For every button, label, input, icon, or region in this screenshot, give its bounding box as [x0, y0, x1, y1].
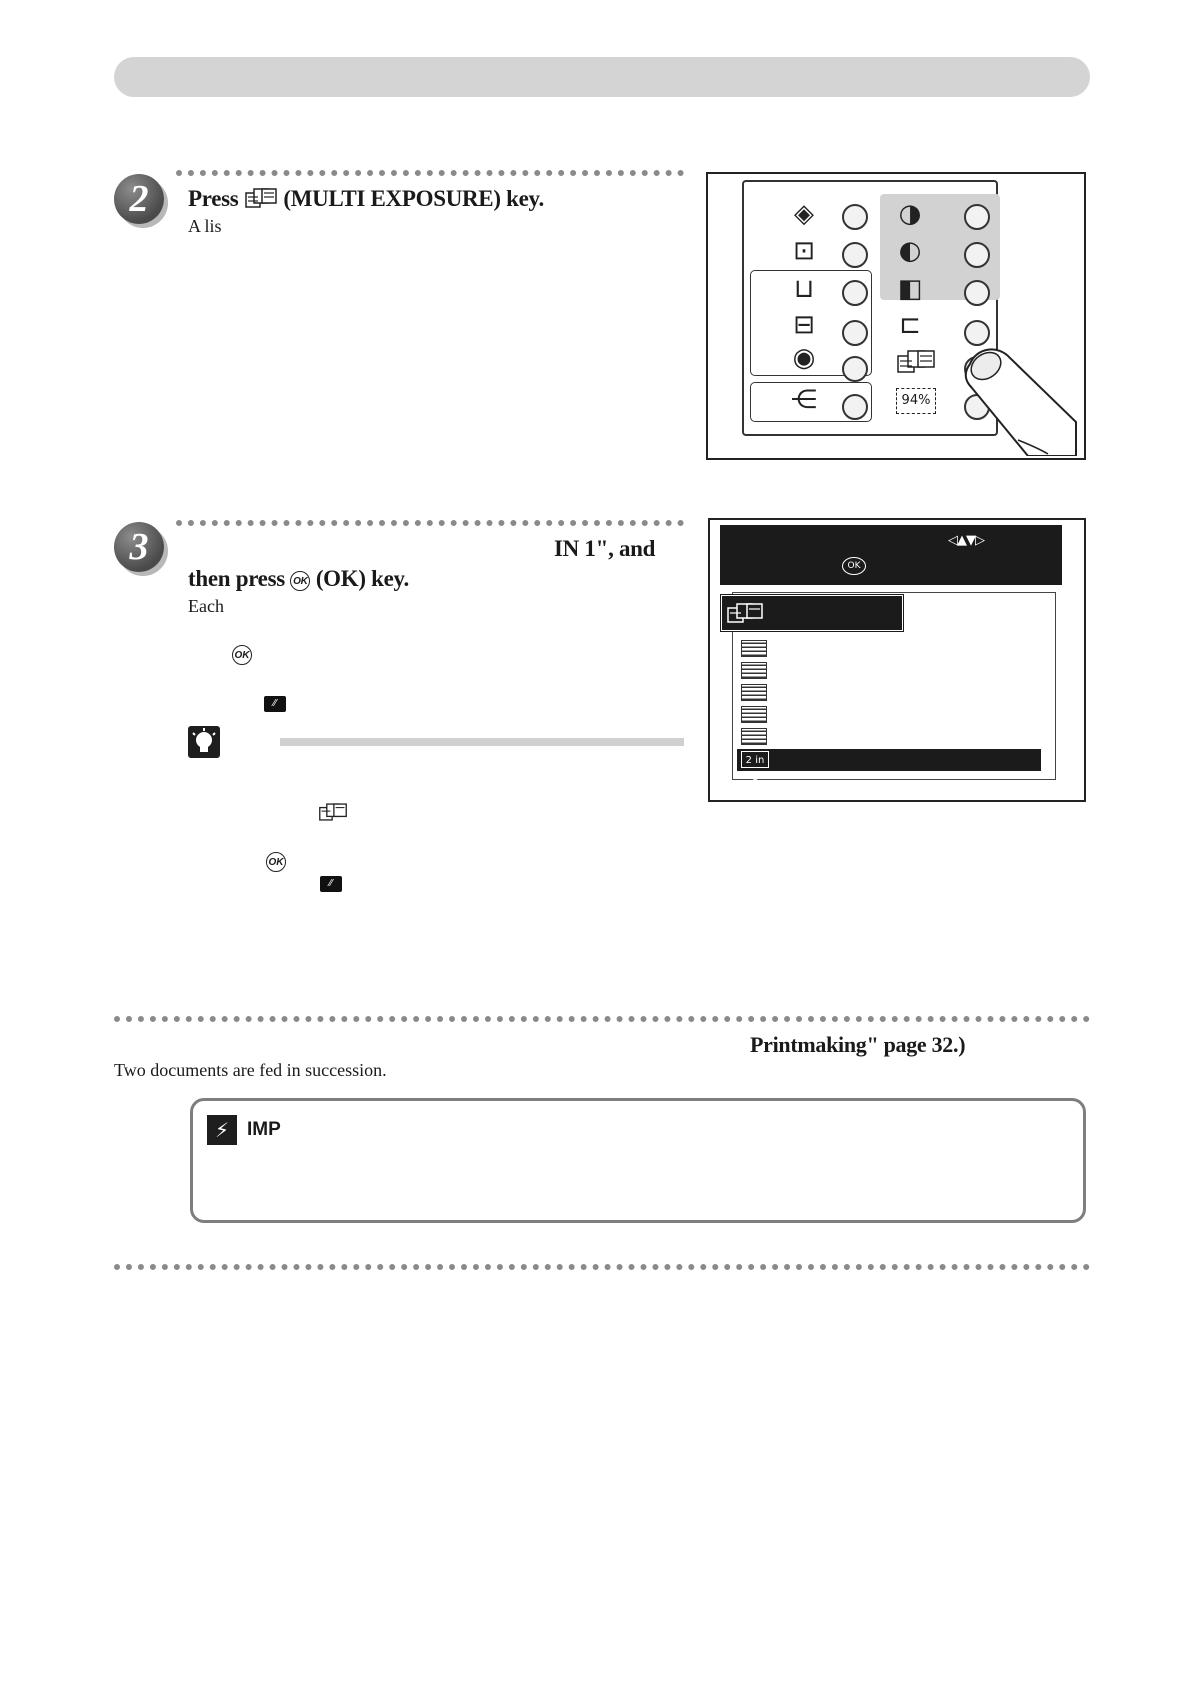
- note-text: Two documents are fed in succession.: [114, 1060, 387, 1080]
- step2-body: A lis: [188, 216, 222, 236]
- lcd-screen-figure: [708, 518, 1086, 802]
- important-label: IMP: [247, 1119, 281, 1140]
- setting-icon: ⊟: [793, 310, 815, 340]
- layout-3-icon: [741, 684, 767, 701]
- feed-icon: ⋲: [791, 385, 817, 415]
- contrast-icon: ◑: [898, 199, 922, 229]
- lcd-header: [720, 525, 1062, 585]
- step3-badge: 3: [114, 522, 164, 572]
- note-dotted-rule-top: [114, 1016, 1090, 1022]
- layout-2-icon: [741, 662, 767, 679]
- panel-key-l6[interactable]: [842, 394, 868, 420]
- important-box: [190, 1098, 1086, 1223]
- photo-mode-icon: ◐: [898, 236, 922, 266]
- panel-key-l4[interactable]: [842, 320, 868, 346]
- ok-key-icon: OK: [842, 557, 866, 575]
- lock-icon: ⊡: [793, 236, 815, 266]
- hint-divider: [280, 738, 684, 746]
- step3-heading-prefix: then press: [188, 566, 285, 591]
- panel-key-l3[interactable]: [842, 280, 868, 306]
- note-dotted-rule-bottom: [114, 1264, 1090, 1270]
- multi-exposure-icon: [244, 187, 278, 215]
- lcd-function-tab: [721, 595, 903, 631]
- reset-key-icon: ⁄⁄: [320, 876, 342, 892]
- density-icon: ◧: [897, 274, 923, 304]
- layout-5-icon: [741, 728, 767, 745]
- panel-key-l5[interactable]: [842, 356, 868, 382]
- step2-heading-prefix: Press: [188, 186, 239, 211]
- lcd-option-4[interactable]: [741, 705, 1041, 725]
- step2-badge: 2: [114, 174, 164, 224]
- step2-heading: [188, 186, 544, 215]
- layout-4-icon: [741, 706, 767, 723]
- two-in-one-icon: 2 in 1: [741, 751, 769, 768]
- important-icon: ⚡: [207, 1115, 237, 1145]
- panel-key-r1[interactable]: [964, 204, 990, 230]
- lcd-option-5[interactable]: [741, 727, 1041, 747]
- auto-rotate-icon: ◈: [794, 199, 814, 229]
- ok-key-icon: OK: [266, 852, 286, 872]
- note-reference: Printmaking" page 32.): [750, 1032, 966, 1057]
- panel-key-r2[interactable]: [964, 242, 990, 268]
- hint-lightbulb-icon: [188, 726, 220, 758]
- lcd-option-2[interactable]: [741, 661, 1041, 681]
- finger-illustration: [958, 344, 1082, 456]
- ok-key-icon: OK: [232, 645, 252, 665]
- layout-1-icon: [741, 640, 767, 657]
- lcd-option-list: [732, 592, 1056, 783]
- book-icon: ⊏: [899, 310, 921, 340]
- panel-key-l1[interactable]: [842, 204, 868, 230]
- step2-heading-suffix: (MULTI EXPOSURE) key.: [283, 186, 544, 211]
- step3-body: Each: [188, 596, 224, 616]
- step3-heading-suffix: (OK) key.: [315, 566, 409, 591]
- zoom-percent-icon: 94%: [896, 388, 936, 414]
- ok-key-icon: OK: [290, 571, 310, 591]
- multi-exposure-icon: [318, 802, 348, 827]
- lcd-option-selected[interactable]: [737, 749, 1041, 783]
- panel-key-r3[interactable]: [964, 280, 990, 306]
- reset-key-icon: ⁄⁄: [264, 696, 286, 712]
- step3-heading-line1: IN 1", and: [554, 536, 656, 561]
- lcd-option-1[interactable]: [741, 639, 1041, 659]
- multi-exposure-icon: [896, 348, 936, 379]
- header-bar: [114, 57, 1090, 97]
- step3-dotted-rule: [176, 520, 684, 526]
- nav-arrows-icon: ◁▲▼▷: [948, 533, 984, 548]
- eye-icon: ◉: [792, 343, 816, 373]
- storage-icon: ⊔: [793, 274, 815, 304]
- control-panel-figure: [706, 172, 1086, 460]
- panel-key-r4[interactable]: [964, 320, 990, 346]
- step3-heading-line2: [188, 566, 409, 592]
- multi-exposure-icon: [726, 602, 766, 624]
- step2-dotted-rule: [176, 170, 684, 176]
- panel-key-l2[interactable]: [842, 242, 868, 268]
- lcd-option-3[interactable]: [741, 683, 1041, 703]
